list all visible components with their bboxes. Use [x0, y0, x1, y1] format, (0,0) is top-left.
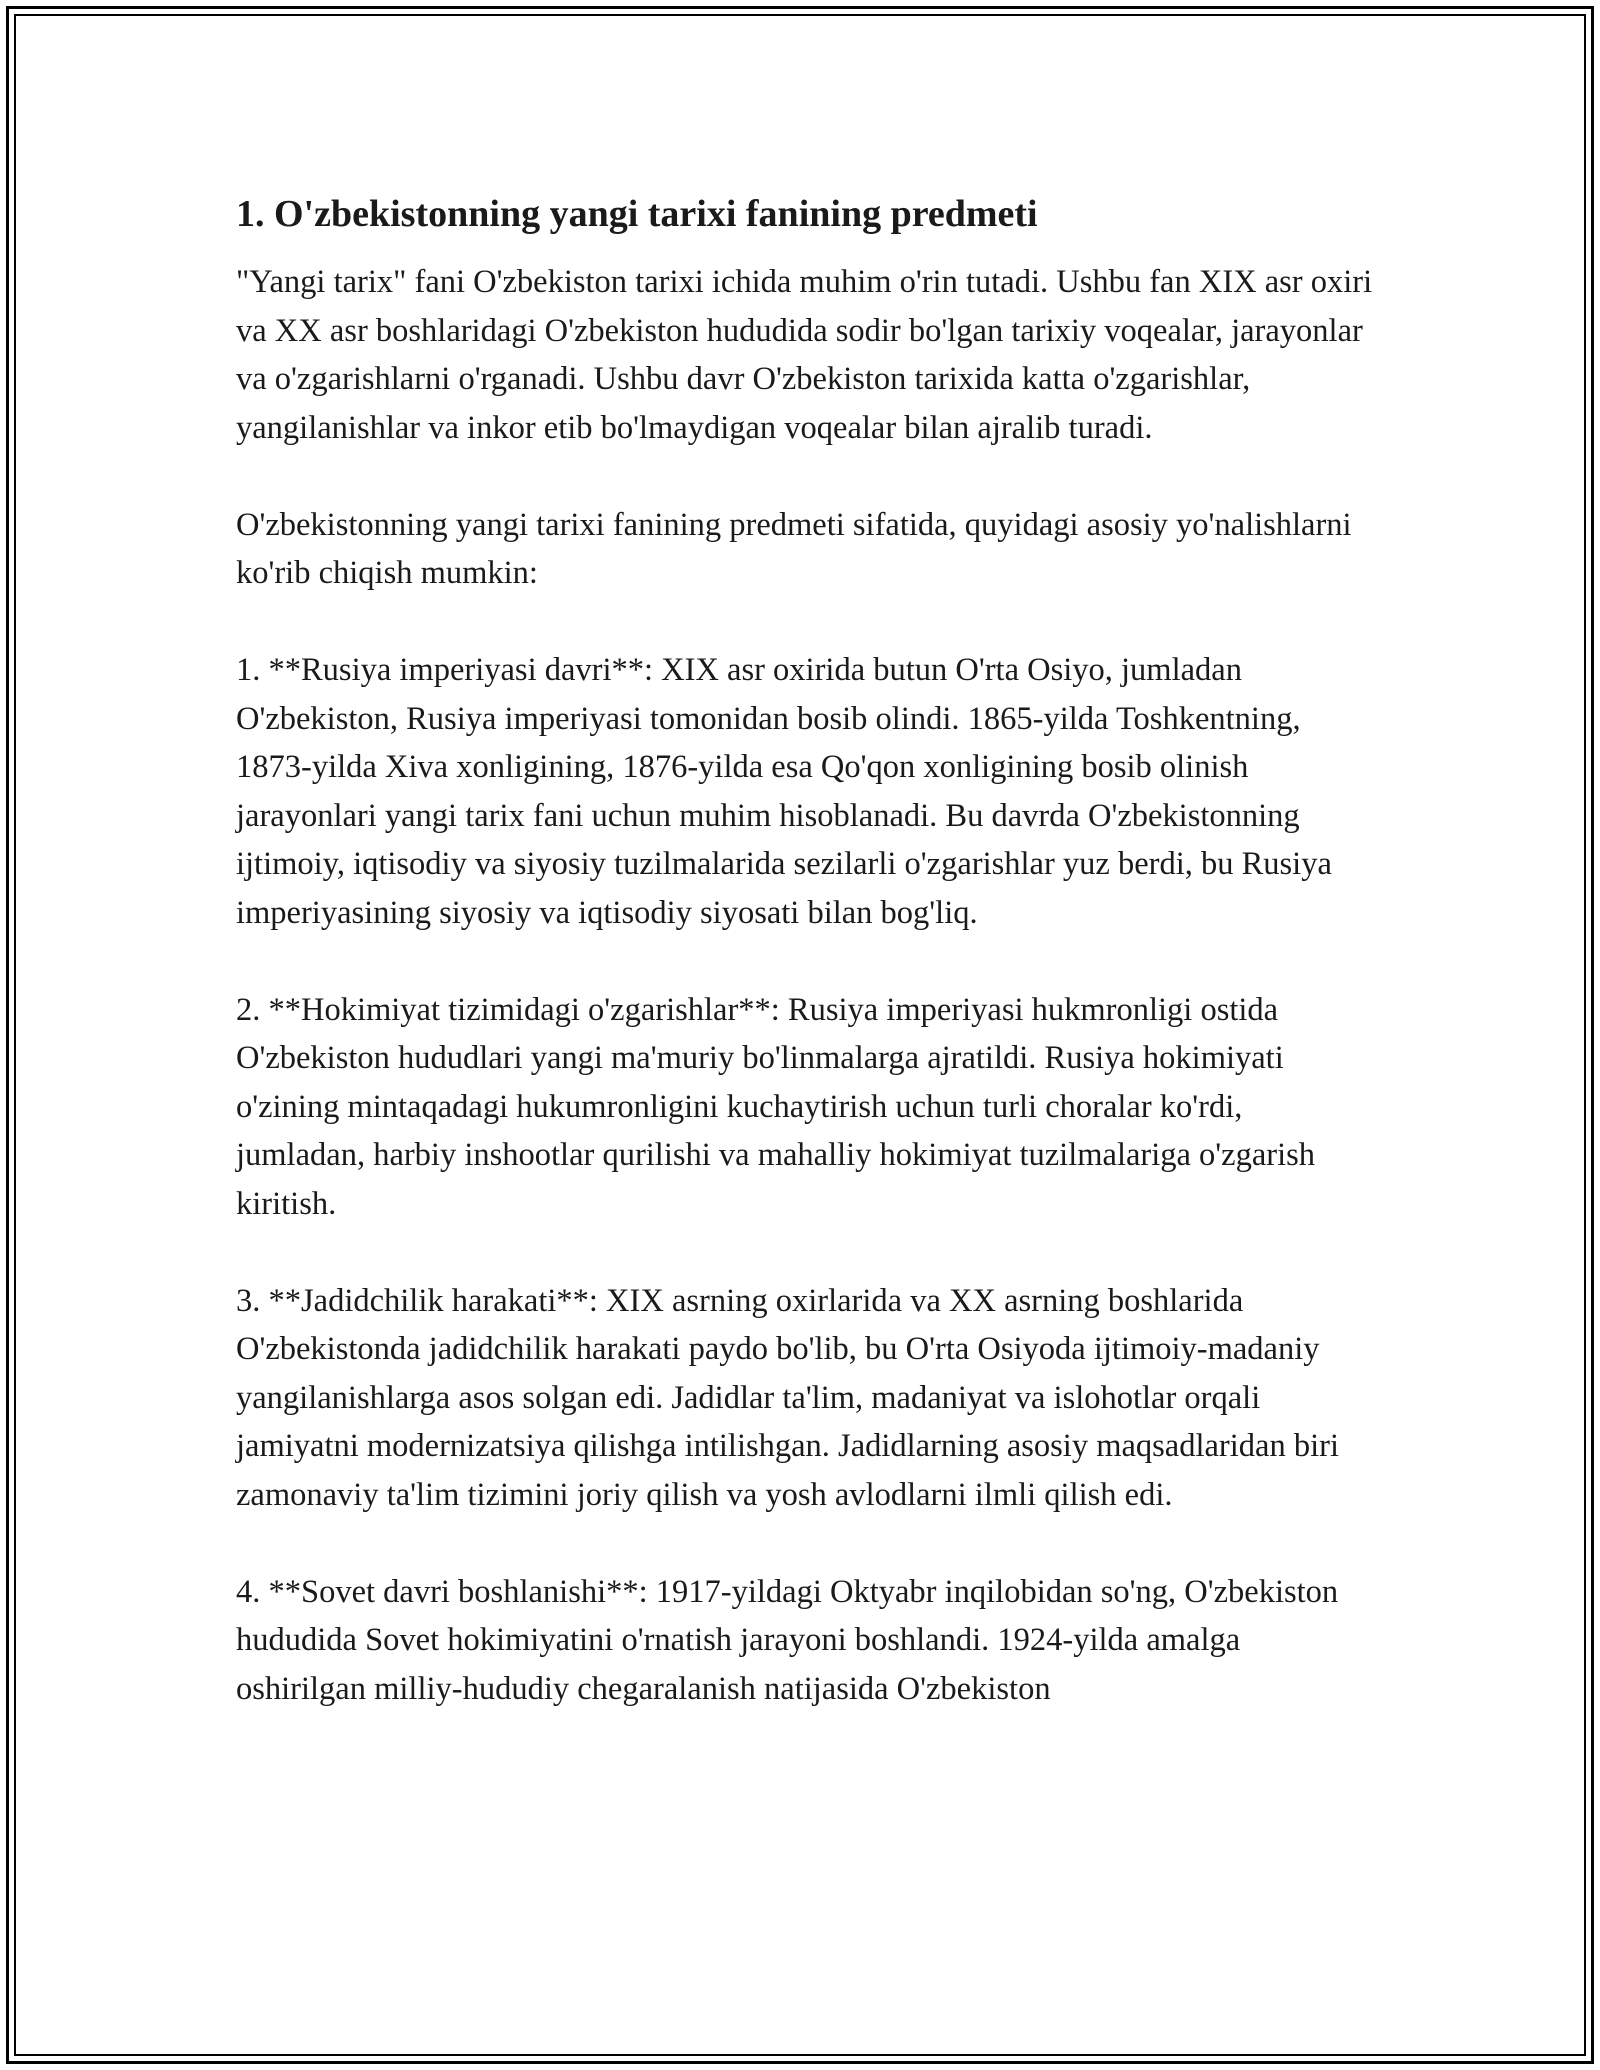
paragraph-directions: O'zbekistonning yangi tarixi fanining predmeti sifatida, quyidagi asosiy yo'nalishlarni ko'rib chiqish mumkin:: [236, 506, 1352, 591]
list-item-government-changes: 2. **Hokimiyat tizimidagi o'zgarishlar**: Rusiya imperiyasi hukmronligi ostida O'zbekiston hududlari yangi ma'muriy bo'linmalarga ajratildi. Rusiya hokimiyati o'zining mintaqadagi hukumronligini kuchaytirish uchun turli choralar ko'rdi, jumladan, harbiy inshootlar qurilishi va mahalliy hokimiyat tuzilmalariga o'zgarish kiritish.: [236, 991, 1316, 1222]
list-item-soviet-period: 4. **Sovet davri boshlanishi**: 1917-yildagi Oktyabr inqilobidan so'ng, O'zbekiston hududida Sovet hokimiyatini o'rnatish jarayoni boshlandi. 1924-yilda amalga oshirilgan milliy-hududiy chegaralanish natijasida O'zbekiston: [236, 1573, 1339, 1707]
list-item-russian-empire: 1. **Rusiya imperiyasi davri**: XIX asr oxirida butun O'rta Osiyo, jumladan O'zbekiston, Rusiya imperiyasi tomonidan bosib olindi. 1865-yilda Toshkentning, 1873-yilda Xiva xonligining, 1876-yilda esa Qo'qon xonligining bosib olinish jarayonlari yangi tarix fani uchun muhim hisoblanadi. Bu davrda O'zbekistonning ijtimoiy, iqtisodiy va siyosiy tuzilmalarida sezilarli o'zgarishlar yuz berdi, bu Rusiya imperiyasining siyosiy va iqtisodiy siyosati bilan bog'liq.: [236, 652, 1332, 931]
document-title: 1. O'zbekistonning yangi tarixi fanining predmeti: [236, 193, 1038, 235]
document-body: [236, 186, 1376, 1713]
list-item-jadid-movement: 3. **Jadidchilik harakati**: XIX asrning oxirlarida va XX asrning boshlarida O'zbekistonda jadidchilik harakati paydo bo'lib, bu O'rta Osiyoda ijtimoiy-madaniy yangilanishlarga asos solgan edi. Jadidlar ta'lim, madaniyat va islohotlar orqali jamiyatni modernizatsiya qilishga intilishgan. Jadidlarning asosiy maqsadlaridan biri zamonaviy ta'lim tizimini joriy qilish va yosh avlodlarni ilmli qilish edi.: [236, 1282, 1339, 1513]
paragraph-intro: "Yangi tarix" fani O'zbekiston tarixi ichida muhim o'rin tutadi. Ushbu fan XIX asr oxiri va XX asr boshlaridagi O'zbekiston hududida sodir bo'lgan tarixiy voqealar, jarayonlar va o'zgarishlarni o'rganadi. Ushbu davr O'zbekiston tarixida katta o'zgarishlar, yangilanishlar va inkor etib bo'lmaydigan voqealar bilan ajralib turadi.: [236, 264, 1373, 446]
